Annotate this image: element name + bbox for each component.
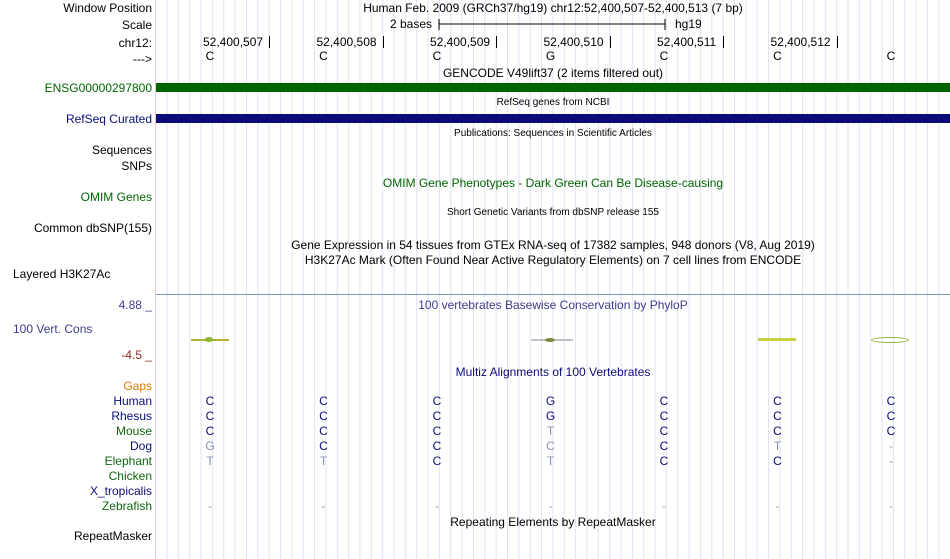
refseq-label[interactable]: RefSeq Curated <box>65 112 152 126</box>
multiz-track-title[interactable]: Multiz Alignments of 100 Vertebrates <box>455 365 651 379</box>
coordinate-label: 52,400,512 <box>770 35 831 49</box>
dbsnp-track-title[interactable]: Short Genetic Variants from dbSNP release 155 <box>447 207 659 218</box>
species-label[interactable]: Dog <box>129 439 152 453</box>
coordinate-tick <box>269 36 270 48</box>
alignment-base: T <box>773 439 782 453</box>
coordinate-tick <box>837 36 838 48</box>
omim-label[interactable]: OMIM Genes <box>80 190 152 204</box>
alignment-base: C <box>205 409 215 423</box>
alignment-base: - <box>889 499 893 513</box>
alignment-base: C <box>773 394 782 408</box>
alignment-base: - <box>775 499 780 513</box>
alignment-base: - <box>208 499 212 513</box>
alignment-base: T <box>546 454 555 468</box>
species-label[interactable]: Elephant <box>104 454 152 468</box>
gtex-track-title[interactable]: Gene Expression in 54 tissues from GTEx RNA-seq of 17382 samples, 948 donors (V8, Aug 2019) <box>291 238 815 252</box>
alignment-base: - <box>321 499 326 513</box>
alignment-base: C <box>205 394 215 408</box>
scale-assembly: hg19 <box>675 17 702 31</box>
snps-label[interactable]: SNPs <box>121 159 152 173</box>
coordinate-label: 52,400,507 <box>203 35 264 49</box>
alignment-base: C <box>432 394 442 408</box>
scale-bar <box>438 17 668 31</box>
conservation-max: 4.88 _ <box>118 298 152 312</box>
coordinate-label: 52,400,510 <box>543 35 604 49</box>
alignment-base: - <box>435 499 439 513</box>
scale-label: Scale <box>121 18 152 32</box>
gencode-track-title[interactable]: GENCODE V49lift37 (2 items filtered out) <box>442 66 664 80</box>
gencode-gene-bar[interactable] <box>156 83 950 92</box>
conservation-label[interactable]: 100 Vert. Cons <box>13 322 93 336</box>
alignment-base: C <box>659 454 669 468</box>
reference-base: C <box>205 49 215 63</box>
species-label[interactable]: Chicken <box>108 469 152 483</box>
alignment-base: C <box>432 409 442 423</box>
alignment-base: C <box>886 394 896 408</box>
alignment-base: C <box>319 394 328 408</box>
chrom-label: chr12: <box>118 36 152 50</box>
dbsnp-label[interactable]: Common dbSNP(155) <box>33 221 152 235</box>
window-position-value: Human Feb. 2009 (GRCh37/hg19) chr12:52,400,507-52,400,513 (7 bp) <box>363 1 743 15</box>
species-label[interactable]: Mouse <box>115 424 152 438</box>
coordinate-label: 52,400,508 <box>316 35 377 49</box>
conservation-track-title[interactable]: 100 vertebrates Basewise Conservation by PhyloP <box>418 298 688 312</box>
alignment-base: - <box>889 454 893 468</box>
alignment-base: C <box>773 454 782 468</box>
species-label[interactable]: Rhesus <box>111 409 152 423</box>
alignment-base: C <box>773 409 782 423</box>
reference-base: C <box>432 49 442 63</box>
alignment-base: C <box>432 424 442 438</box>
strand-label: ---> <box>133 52 152 66</box>
phylop-mark <box>758 338 796 341</box>
repeatmasker-label[interactable]: RepeatMasker <box>73 529 152 543</box>
alignment-base: C <box>432 454 442 468</box>
alignment-base: C <box>319 424 328 438</box>
species-label[interactable]: Human <box>113 394 152 408</box>
alignment-base: - <box>889 439 893 453</box>
gencode-gene-label[interactable]: ENSG00000297800 <box>44 81 152 95</box>
alignment-base: C <box>659 439 669 453</box>
reference-base: G <box>545 49 556 63</box>
alignment-base: C <box>319 409 328 423</box>
coordinate-tick <box>610 36 611 48</box>
sequences-label[interactable]: Sequences <box>91 143 152 157</box>
alignment-base: T <box>319 454 328 468</box>
species-label[interactable]: Zebrafish <box>101 499 152 513</box>
alignment-base: C <box>432 439 442 453</box>
refseq-track-title[interactable]: RefSeq genes from NCBI <box>496 97 610 108</box>
h3k27ac-track-title[interactable]: H3K27Ac Mark (Often Found Near Active Regulatory Elements) on 7 cell lines from ENCODE <box>304 253 802 267</box>
alignment-base: C <box>659 394 669 408</box>
alignment-base: C <box>546 439 555 453</box>
coordinate-tick <box>383 36 384 48</box>
scale-bases: 2 bases <box>390 17 433 31</box>
coordinate-tick <box>496 36 497 48</box>
omim-track-title[interactable]: OMIM Gene Phenotypes - Dark Green Can Be Disease-causing <box>382 176 724 190</box>
alignment-base: C <box>886 424 896 438</box>
alignment-base: C <box>659 409 669 423</box>
reference-base: C <box>886 49 896 63</box>
alignment-base: C <box>205 424 215 438</box>
alignment-base: C <box>659 424 669 438</box>
h3k27ac-baseline <box>156 294 950 295</box>
alignment-base: T <box>546 424 555 438</box>
reference-base: C <box>659 49 669 63</box>
reference-base: C <box>319 49 328 63</box>
coordinate-label: 52,400,509 <box>430 35 491 49</box>
window-position-label: Window Position <box>63 1 152 15</box>
species-label[interactable]: X_tropicalis <box>89 484 152 498</box>
alignment-base: C <box>319 439 328 453</box>
phylop-mark <box>545 338 555 342</box>
alignment-base: G <box>545 394 556 408</box>
alignment-base: T <box>206 454 214 468</box>
conservation-min: -4.5 _ <box>121 348 152 362</box>
phylop-mark <box>871 337 909 343</box>
reference-base: C <box>773 49 782 63</box>
alignment-base: G <box>205 439 215 453</box>
alignment-base: G <box>545 409 556 423</box>
alignment-base: - <box>548 499 553 513</box>
publications-track-title[interactable]: Publications: Sequences in Scientific Articles <box>454 128 652 139</box>
coordinate-tick <box>723 36 724 48</box>
alignment-base: C <box>773 424 782 438</box>
phylop-mark <box>205 337 213 342</box>
gaps-label[interactable]: Gaps <box>123 379 152 393</box>
alignment-base: C <box>886 409 896 423</box>
h3k27ac-label[interactable]: Layered H3K27Ac <box>13 267 111 281</box>
alignment-base: - <box>662 499 666 513</box>
refseq-gene-bar[interactable] <box>156 114 950 123</box>
repeatmasker-track-title[interactable]: Repeating Elements by RepeatMasker <box>450 515 656 529</box>
coordinate-label: 52,400,511 <box>657 35 717 49</box>
